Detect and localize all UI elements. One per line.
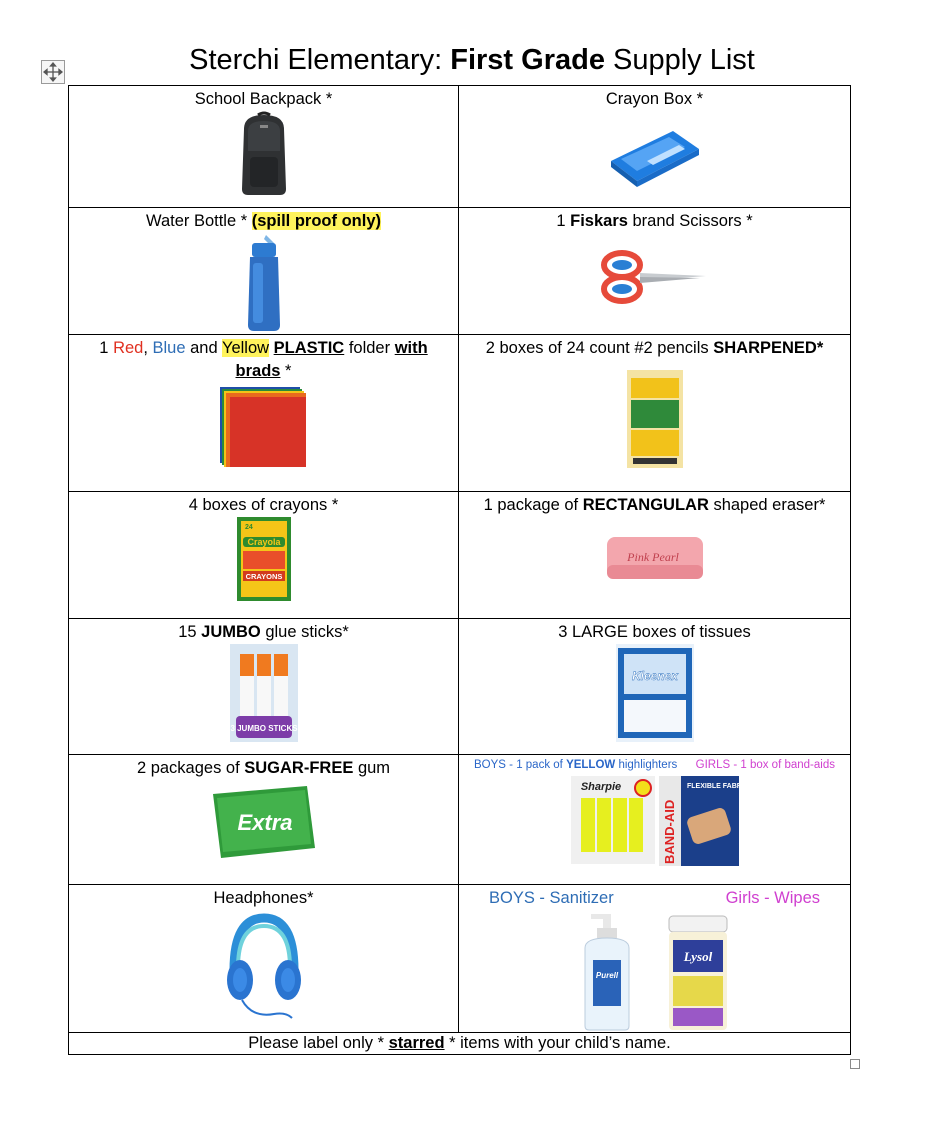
- pencils-image: [627, 370, 683, 468]
- table-row: [69, 619, 851, 755]
- bandaids-image: [659, 776, 749, 866]
- cell-gum: [69, 755, 459, 885]
- glue-sticks-image: [230, 644, 298, 742]
- eraser-label: [459, 492, 850, 517]
- headphones-image: [222, 910, 306, 1022]
- folder-blue: Blue: [152, 339, 186, 357]
- highlighters-image: [571, 776, 655, 864]
- water-bottle-label: [69, 208, 458, 233]
- wipes-image: [667, 914, 729, 1032]
- folder-red: Red: [113, 339, 144, 357]
- table-row: [69, 492, 851, 619]
- footer-note: [69, 1033, 851, 1055]
- scissors-image: [600, 247, 710, 307]
- scissors-pre: 1: [556, 212, 571, 230]
- cell-folders: [69, 335, 459, 492]
- supply-table: [68, 85, 851, 1055]
- folder-yellow: Yellow: [221, 339, 270, 357]
- scissors-label: [459, 208, 850, 233]
- purell-brand: Purell: [595, 971, 618, 980]
- cell-scissors: [459, 208, 851, 335]
- girls-wipes-label: Girls - Wipes: [725, 889, 820, 907]
- folder-with: with: [394, 339, 428, 357]
- eraser-post: shaped eraser*: [708, 496, 826, 514]
- highlighter-bandaid-images: [459, 776, 850, 866]
- bandaid-brand: BAND-AID: [661, 799, 677, 864]
- gum-image: [213, 786, 315, 858]
- eraser-bold: RECTANGULAR: [582, 496, 709, 514]
- tissues-image: [616, 644, 694, 742]
- sanitizer-wipes-captions: [459, 885, 850, 910]
- crayon-box-image: [607, 121, 703, 191]
- folder-plastic: PLASTIC: [273, 339, 345, 357]
- folder-and: and: [185, 339, 222, 357]
- sharpie-brand: Sharpie: [580, 781, 621, 793]
- boys-highlighters-label: [474, 759, 677, 771]
- page-title: [0, 42, 944, 78]
- glue-pre: 15: [178, 623, 202, 641]
- cell-sanitizer-wipes: [459, 885, 851, 1033]
- boys-hl-post: highlighters: [615, 759, 678, 771]
- title-part1: Sterchi Elementary:: [189, 44, 451, 76]
- gum-post: gum: [353, 759, 391, 777]
- boys-hl-bold: YELLOW: [566, 759, 616, 771]
- crayon-box-label: Crayon Box *: [605, 90, 704, 108]
- water-bottle-image: [244, 233, 284, 333]
- boys-hl-pre: BOYS - 1 pack of: [474, 759, 567, 771]
- backpack-label: School Backpack *: [194, 90, 333, 108]
- cell-headphones: [69, 885, 459, 1033]
- crayons-image: [237, 517, 291, 601]
- folder-star: *: [280, 362, 292, 380]
- gum-bold: SUGAR-FREE: [244, 759, 354, 777]
- headphones-label: Headphones*: [213, 889, 314, 907]
- folders-image: [220, 387, 308, 467]
- folder-count: 1: [99, 339, 114, 357]
- table-resize-handle[interactable]: [850, 1059, 860, 1069]
- water-bottle-text: Water Bottle *: [145, 212, 252, 230]
- title-part2: Supply List: [604, 44, 755, 76]
- eraser-brand: Pink Pearl: [626, 550, 679, 564]
- table-row: [69, 86, 851, 208]
- pencils-label: [459, 335, 850, 360]
- kleenex-brand: Kleenex: [631, 669, 678, 683]
- table-row: [69, 335, 851, 492]
- footer-post: * items with your child’s name.: [444, 1034, 671, 1052]
- crayola-brand: Crayola: [246, 537, 281, 547]
- backpack-image: [234, 111, 294, 197]
- bandaid-fabric: FLEXIBLE FABRIC: [686, 783, 749, 790]
- folders-label: [69, 335, 458, 383]
- sanitizer-wipes-images: [459, 914, 850, 1032]
- cell-crayon-box: [459, 86, 851, 208]
- cell-eraser: [459, 492, 851, 619]
- cell-pencils: [459, 335, 851, 492]
- tissues-label: 3 LARGE boxes of tissues: [558, 623, 751, 641]
- table-row: [69, 885, 851, 1033]
- title-bold: First Grade: [450, 44, 605, 76]
- cell-glue: [69, 619, 459, 755]
- pencils-pre: 2 boxes of 24 count #2 pencils: [485, 339, 714, 357]
- scissors-post: brand Scissors *: [627, 212, 753, 230]
- folder-comma: ,: [143, 339, 153, 357]
- crayons-label: 4 boxes of crayons *: [188, 496, 339, 514]
- eraser-pre: 1 package of: [483, 496, 583, 514]
- table-footer-row: [69, 1033, 851, 1055]
- extra-brand: Extra: [236, 810, 293, 835]
- folder-brads: brads: [235, 362, 281, 380]
- footer-starred: starred: [388, 1034, 445, 1052]
- gum-label: [69, 755, 458, 780]
- folder-mid: folder: [344, 339, 395, 357]
- pencils-bold: SHARPENED*: [713, 339, 824, 357]
- highlighter-bandaid-captions: [459, 755, 850, 772]
- cell-backpack: [69, 86, 459, 208]
- scissors-brand: Fiskars: [570, 212, 628, 230]
- boys-sanitizer-label: BOYS - Sanitizer: [489, 889, 614, 907]
- glue-post: glue sticks*: [260, 623, 349, 641]
- girls-bandaids-label: GIRLS - 1 box of band-aids: [695, 759, 835, 771]
- cell-tissues: [459, 619, 851, 755]
- eraser-image: [605, 535, 705, 581]
- table-row: [69, 208, 851, 335]
- crayons-count: 24: [244, 524, 253, 531]
- glue-pack-text: 3 JUMBO STICKS: [229, 724, 298, 733]
- table-row: [69, 755, 851, 885]
- glue-bold: JUMBO: [201, 623, 261, 641]
- gum-pre: 2 packages of: [136, 759, 245, 777]
- crayons-word: CRAYONS: [245, 572, 282, 581]
- footer-pre: Please label only *: [248, 1034, 389, 1052]
- cell-highlighters-bandaids: [459, 755, 851, 885]
- lysol-brand: Lysol: [683, 949, 712, 964]
- cell-crayons: [69, 492, 459, 619]
- sanitizer-image: [581, 914, 633, 1032]
- water-bottle-note: (spill proof only): [251, 212, 381, 230]
- glue-label: [69, 619, 458, 644]
- cell-water-bottle: [69, 208, 459, 335]
